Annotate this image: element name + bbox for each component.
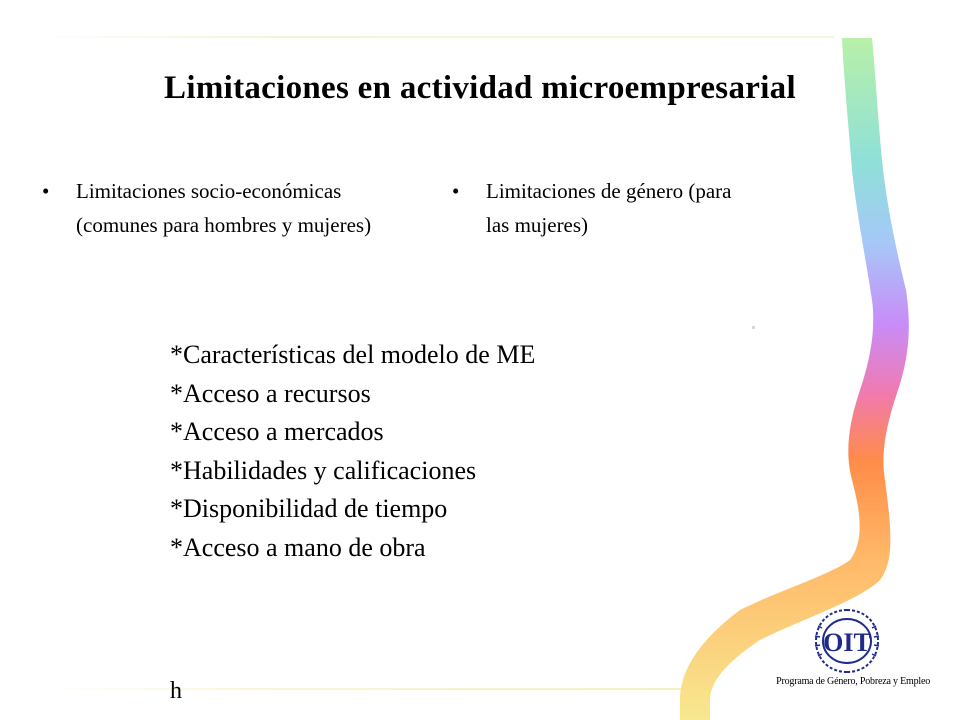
bullet-icon: • [452,179,460,203]
list-item [42,174,427,242]
left-column [42,174,427,242]
oit-logo [810,606,884,676]
slide-title: Limitaciones en actividad microempresarial [164,70,796,106]
list-item [452,174,752,242]
bullet-icon: • [42,179,50,203]
bullet-text: Limitaciones socio-económicas (comunes para hombres y mujeres) [76,179,372,237]
list-item: *Características del modelo de ME [170,340,536,369]
list-item: *Acceso a mercados [170,417,384,446]
list-item: *Habilidades y calificaciones [170,455,477,485]
list-item: *Disponibilidad de tiempo [170,494,448,523]
stray-text: h [170,678,182,704]
right-column [452,174,752,242]
bottom-divider [34,688,684,690]
footer-text: Programa de Género, Pobreza y Empleo [776,676,930,687]
list-item: *Acceso a mano de obra [170,532,426,562]
stray-dot [752,326,755,329]
logo-text: OIT [823,628,871,657]
factors-list [170,336,535,567]
bullet-text: Limitaciones de género (para las mujeres) [486,179,732,237]
list-item: *Acceso a recursos [170,378,371,408]
